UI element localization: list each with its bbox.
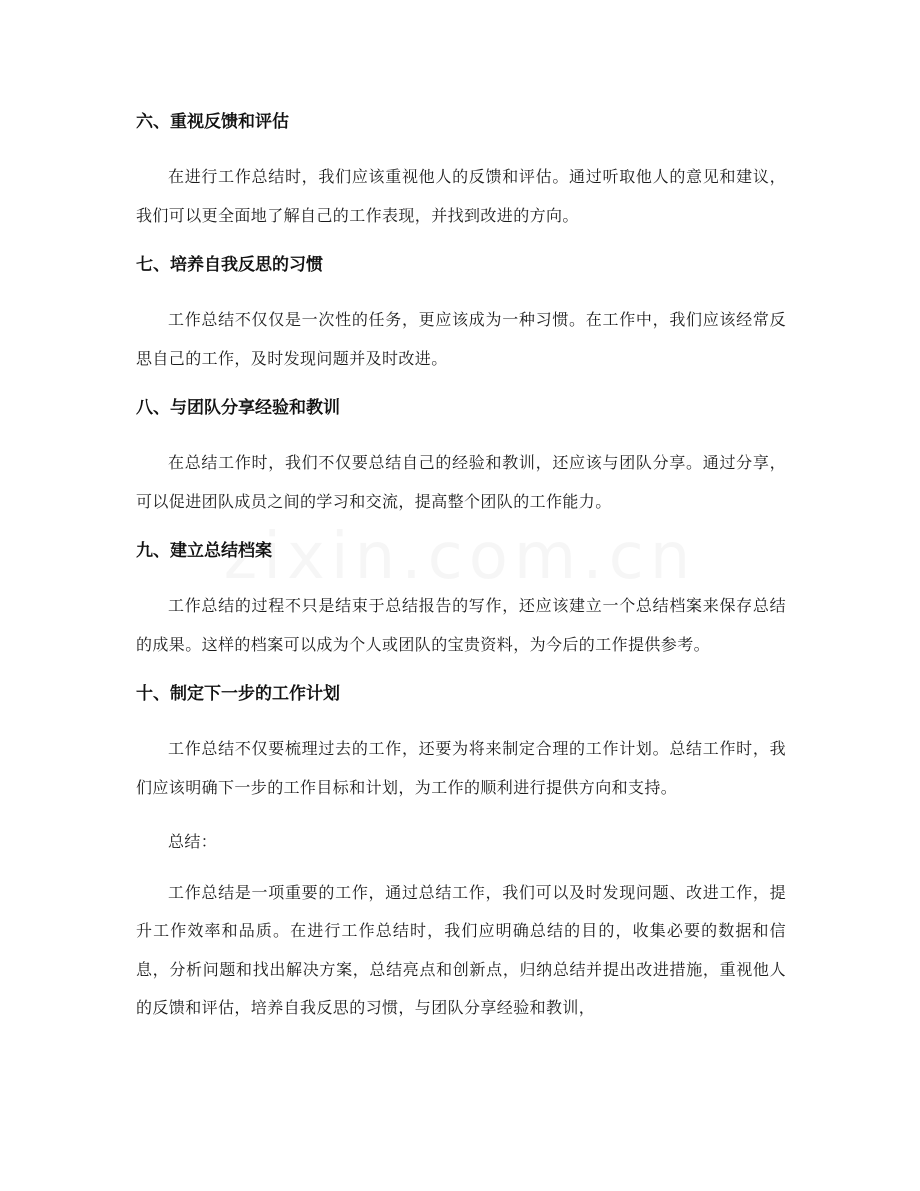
section-9 [136,537,786,664]
section-body: 在总结工作时，我们不仅要总结自己的经验和教训，还应该与团队分享。通过分享，可以促进团队成员之间的学习和交流，提高整个团队的工作能力。 [136,453,786,511]
summary-body: 工作总结是一项重要的工作，通过总结工作，我们可以及时发现问题、改进工作，提升工作效率和品质。在进行工作总结时，我们应明确总结的目的，收集必要的数据和信息，分析问题和找出解决方案，总结亮点和创新点，归纳总结并提出改进措施，重视他人的反馈和评估，培养自我反思的习惯，与团队分享经验和教训， [136,882,786,1017]
section-10 [136,680,786,807]
section-7 [136,251,786,378]
section-8 [136,394,786,521]
document-content [136,108,786,1028]
section-6 [136,108,786,235]
section-heading: 八、与团队分享经验和教训 [136,398,340,418]
section-heading: 七、培养自我反思的习惯 [136,255,323,275]
section-body: 工作总结不仅要梳理过去的工作，还要为将来制定合理的工作计划。总结工作时，我们应该明确下一步的工作目标和计划，为工作的顺利进行提供方向和支持。 [136,739,786,797]
section-heading: 六、重视反馈和评估 [136,112,289,132]
section-body: 工作总结不仅仅是一次性的任务，更应该成为一种习惯。在工作中，我们应该经常反思自己的工作，及时发现问题并及时改进。 [136,310,786,368]
section-body: 在进行工作总结时，我们应该重视他人的反馈和评估。通过听取他人的意见和建议，我们可以更全面地了解自己的工作表现，并找到改进的方向。 [136,167,786,225]
section-body: 工作总结的过程不只是结束于总结报告的写作，还应该建立一个总结档案来保存总结的成果。这样的档案可以成为个人或团队的宝贵资料，为今后的工作提供参考。 [136,596,786,654]
section-heading: 十、制定下一步的工作计划 [136,684,340,704]
summary-label: 总结： [168,832,218,851]
section-heading: 九、建立总结档案 [136,541,272,561]
